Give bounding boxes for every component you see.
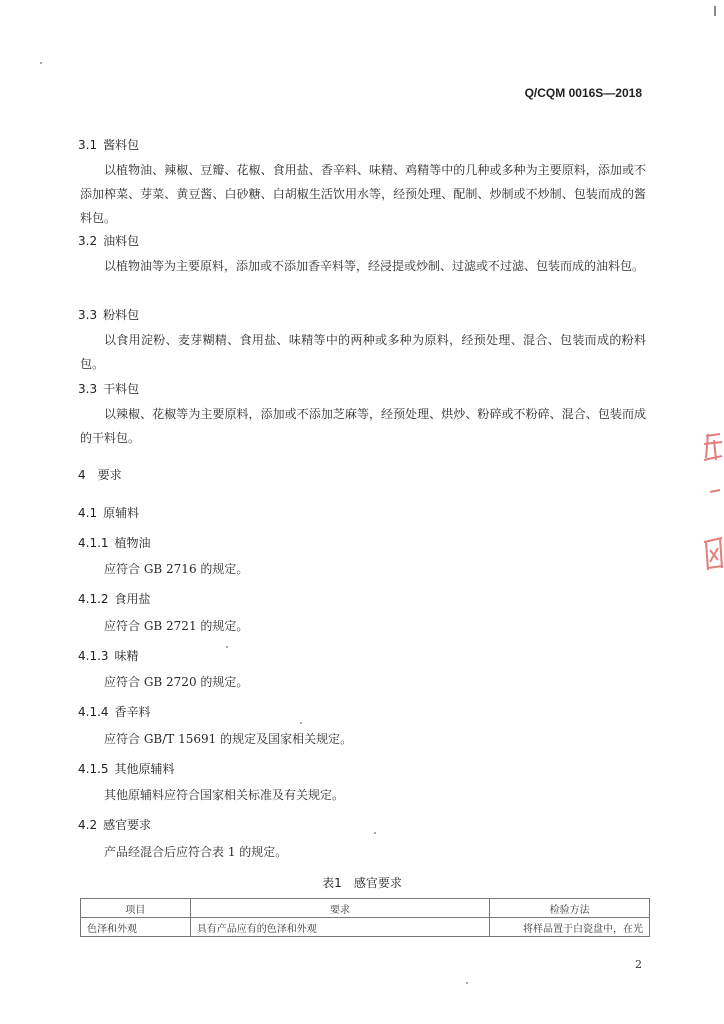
heading-4-1 — [78, 504, 139, 521]
paragraph-3-1: 以植物油、辣椒、豆瓣、花椒、食用盐、香辛料、味精、鸡精等中的几种或多种为主要原料，添加或不添加榨菜、芽菜、黄豆酱、白砂糖、白胡椒生活饮用水等，经预处理、配制、炒制或不炒制、包装而成的酱料包。 — [80, 163, 646, 225]
heading-4 — [78, 466, 122, 483]
paragraph-3-2: 以植物油等为主要原料，添加或不添加香辛料等，经浸提或炒制、过滤或不过滤、包装而成的油料包。 — [104, 259, 645, 273]
heading-number: 3.1 — [78, 138, 98, 152]
heading-4-1-5 — [78, 760, 175, 777]
standard-code-header: Q/CQM 0016S—2018 — [524, 86, 642, 100]
sensory-requirements-table — [80, 898, 650, 937]
scan-speck — [40, 62, 42, 64]
heading-3-1 — [78, 136, 139, 153]
heading-title: 油料包 — [103, 234, 140, 248]
heading-title: 味精 — [114, 649, 139, 663]
heading-number: 4.1.3 — [78, 649, 109, 663]
table-title: 感官要求 — [353, 876, 402, 890]
heading-number: 4.1 — [78, 506, 98, 520]
table-header-row — [81, 899, 650, 918]
scan-speck — [374, 832, 376, 834]
heading-title: 原辅料 — [103, 506, 140, 520]
heading-number: 4.1.1 — [78, 536, 109, 550]
scan-speck — [714, 6, 716, 16]
heading-3-3-powder — [78, 306, 139, 323]
scan-speck — [226, 646, 228, 648]
paragraph-4-1-4: 应符合 GB/T 15691 的规定及国家相关规定。 — [104, 732, 353, 746]
heading-title: 其他原辅料 — [114, 762, 175, 776]
scan-speck — [300, 722, 302, 724]
table-label: 表1 — [322, 876, 342, 890]
heading-4-1-3 — [78, 647, 139, 664]
heading-title: 粉料包 — [103, 308, 140, 322]
paragraph-4-2: 产品经混合后应符合表 1 的规定。 — [104, 845, 288, 859]
page-number: 2 — [635, 958, 642, 971]
heading-title: 植物油 — [114, 536, 151, 550]
heading-number: 3.2 — [78, 234, 98, 248]
heading-title: 要求 — [97, 468, 122, 482]
heading-number: 3.3 — [78, 382, 98, 396]
heading-3-3-dry — [78, 380, 139, 397]
heading-title: 酱料包 — [103, 138, 140, 152]
table-header-cell: 检验方法 — [490, 899, 650, 918]
paragraph-4-1-1: 应符合 GB 2716 的规定。 — [104, 562, 249, 576]
heading-number: 4.1.4 — [78, 705, 109, 719]
scan-speck — [466, 982, 468, 984]
paragraph-3-3-powder: 以食用淀粉、麦芽糊精、食用盐、味精等中的两种或多种为原料，经预处理、混合、包装而成的粉料包。 — [80, 333, 646, 371]
heading-number: 3.3 — [78, 308, 98, 322]
heading-number: 4.2 — [78, 818, 98, 832]
red-seal-fragment — [700, 430, 724, 580]
heading-title: 干料包 — [103, 382, 140, 396]
heading-4-2 — [78, 816, 151, 833]
table-cell: 将样品置于白瓷盘中，在光 — [490, 918, 650, 937]
heading-title: 感官要求 — [103, 818, 152, 832]
paragraph-4-1-3: 应符合 GB 2720 的规定。 — [104, 675, 249, 689]
paragraph-4-1-5: 其他原辅料应符合国家相关标准及有关规定。 — [104, 788, 345, 802]
heading-number: 4.1.2 — [78, 592, 109, 606]
table-header-cell: 项目 — [81, 899, 191, 918]
heading-number: 4 — [78, 468, 86, 482]
table-header-cell: 要求 — [190, 899, 489, 918]
heading-number: 4.1.5 — [78, 762, 109, 776]
heading-4-1-4 — [78, 703, 151, 720]
heading-4-1-1 — [78, 534, 151, 551]
paragraph-3-3-dry: 以辣椒、花椒等为主要原料，添加或不添加芝麻等，经预处理、烘炒、粉碎或不粉碎、混合、包装而成的干料包。 — [80, 407, 646, 445]
table-caption — [0, 874, 724, 891]
paragraph-4-1-2: 应符合 GB 2721 的规定。 — [104, 619, 249, 633]
heading-3-2 — [78, 232, 139, 249]
heading-title: 食用盐 — [114, 592, 151, 606]
heading-title: 香辛料 — [114, 705, 151, 719]
heading-4-1-2 — [78, 590, 151, 607]
table-cell: 具有产品应有的色泽和外观 — [190, 918, 489, 937]
table-row — [81, 918, 650, 937]
table-cell: 色泽和外观 — [81, 918, 191, 937]
